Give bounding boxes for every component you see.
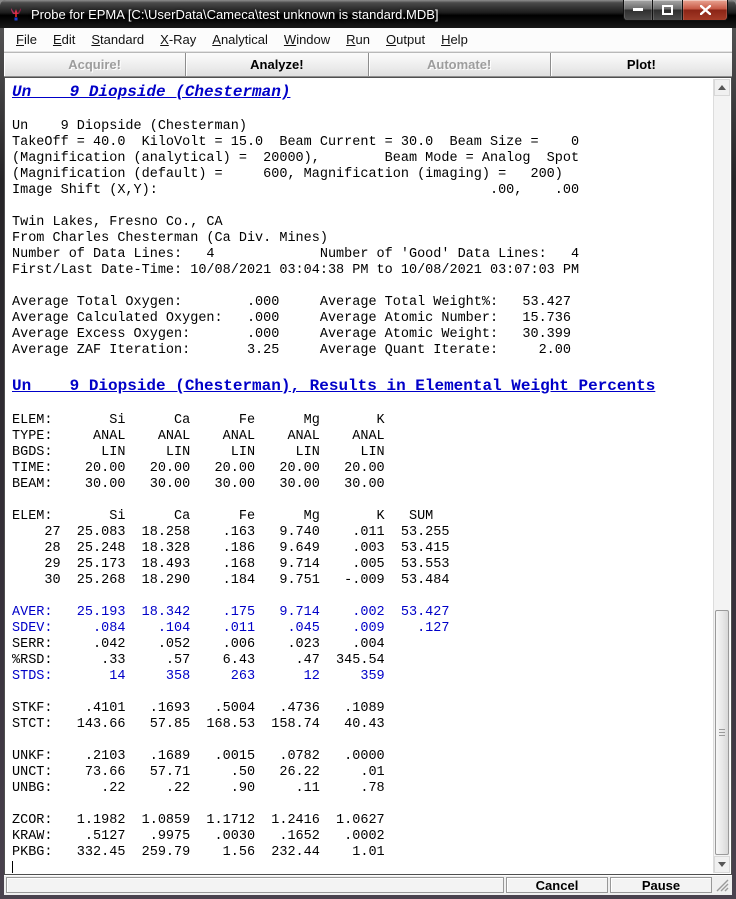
menu-item-edit[interactable]: Edit (52, 32, 76, 47)
scrollbar-grip-icon (719, 729, 725, 737)
log-line: First/Last Date-Time: 10/08/2021 03:04:38 PM to 10/08/2021 03:07:03 PM (12, 263, 580, 278)
log-line (12, 589, 713, 605)
log-line (12, 397, 713, 413)
log-line: (Magnification (analytical) = 20000), Beam Mode = Analog Spot (12, 151, 580, 166)
log-line: BEAM: 30.00 30.00 30.00 30.00 30.00 (12, 477, 385, 492)
log-line: 27 25.083 18.258 .163 9.740 .011 53.255 (12, 525, 450, 540)
text-caret (12, 861, 13, 873)
log-line: UNBG: .22 .22 .90 .11 .78 (12, 781, 385, 796)
scroll-up-button[interactable] (714, 79, 730, 96)
mode-toolbar (4, 52, 732, 77)
log-line: TIME: 20.00 20.00 20.00 20.00 20.00 (12, 461, 385, 476)
maximize-button[interactable] (653, 0, 682, 21)
menu-bar (4, 28, 732, 52)
log-line: 28 25.248 18.328 .186 9.649 .003 53.415 (12, 541, 450, 556)
log-line: STCT: 143.66 57.85 168.53 158.74 40.43 (12, 717, 385, 732)
log-line (12, 797, 713, 813)
minimize-button[interactable] (623, 0, 653, 21)
log-window[interactable] (4, 77, 732, 875)
log-line (12, 279, 713, 295)
window-title: Probe for EPMA [C:\UserData\Cameca\test unknown is standard.MDB] (31, 6, 439, 22)
log-line: SERR: .042 .052 .006 .023 .004 (12, 637, 385, 652)
log-line (12, 199, 713, 215)
menu-item-output[interactable]: Output (386, 32, 426, 47)
log-output[interactable] (6, 79, 713, 873)
log-line: Average Total Oxygen: .000 Average Total Weight%: 53.427 (12, 295, 571, 310)
log-line: ZCOR: 1.1982 1.0859 1.1712 1.2416 1.0627 (12, 813, 385, 828)
acquire-button: Acquire! (4, 53, 186, 76)
menu-item-help[interactable]: Help (441, 32, 468, 47)
log-line (12, 359, 713, 375)
log-heading: Un 9 Diopside (Chesterman), Results in Elemental Weight Percents (12, 377, 656, 395)
log-line (12, 493, 713, 509)
log-line: 30 25.268 18.290 .184 9.751 -.009 53.484 (12, 573, 450, 588)
log-heading: Un 9 Diopside (Chesterman) (12, 83, 291, 101)
scroll-down-icon (718, 862, 726, 867)
menu-item-run[interactable]: Run (346, 32, 371, 47)
log-line: TakeOff = 40.0 KiloVolt = 15.0 Beam Current = 30.0 Beam Size = 0 (12, 135, 580, 150)
window-controls (623, 0, 728, 21)
menu-item-x-ray[interactable]: X-Ray (160, 32, 197, 47)
log-line: SDEV: .084 .104 .011 .045 .009 .127 (12, 621, 450, 636)
log-line: Average ZAF Iteration: 3.25 Average Quant Iterate: 2.00 (12, 343, 571, 358)
log-line: Un 9 Diopside (Chesterman) (12, 119, 247, 134)
log-line (12, 733, 713, 749)
menu-item-standard[interactable]: Standard (91, 32, 145, 47)
log-line: AVER: 25.193 18.342 .175 9.714 .002 53.427 (12, 605, 450, 620)
window-body (4, 28, 732, 895)
log-line: KRAW: .5127 .9975 .0030 .1652 .0002 (12, 829, 385, 844)
scrollbar-thumb[interactable] (715, 610, 729, 855)
menu-item-file[interactable]: File (16, 32, 37, 47)
close-icon (700, 5, 711, 15)
vertical-scrollbar[interactable] (713, 79, 730, 873)
scroll-down-button[interactable] (714, 856, 730, 873)
log-line: PKBG: 332.45 259.79 1.56 232.44 1.01 (12, 845, 385, 860)
log-line: %RSD: .33 .57 6.43 .47 345.54 (12, 653, 385, 668)
resize-grip[interactable] (714, 877, 730, 893)
log-line (12, 685, 713, 701)
log-line: UNKF: .2103 .1689 .0015 .0782 .0000 (12, 749, 385, 764)
menu-item-window[interactable]: Window (283, 32, 331, 47)
title-bar[interactable] (0, 0, 736, 28)
cancel-button[interactable]: Cancel (506, 877, 608, 893)
status-message-panel (6, 877, 504, 893)
caret-line (12, 861, 713, 873)
app-icon (8, 6, 24, 22)
log-line: Average Calculated Oxygen: .000 Average Atomic Number: 15.736 (12, 311, 571, 326)
plot-button[interactable]: Plot! (551, 53, 732, 76)
log-line: From Charles Chesterman (Ca Div. Mines) (12, 231, 328, 246)
resize-grip-icon (716, 879, 729, 892)
analyze-button[interactable]: Analyze! (186, 53, 368, 76)
menu-item-analytical[interactable]: Analytical (212, 32, 268, 47)
log-line: Number of Data Lines: 4 Number of 'Good' Data Lines: 4 (12, 247, 580, 262)
log-line: UNCT: 73.66 57.71 .50 26.22 .01 (12, 765, 385, 780)
log-line: BGDS: LIN LIN LIN LIN LIN (12, 445, 385, 460)
log-line: TYPE: ANAL ANAL ANAL ANAL ANAL (12, 429, 385, 444)
close-button[interactable] (682, 0, 728, 21)
log-line: Image Shift (X,Y): .00, .00 (12, 183, 580, 198)
scroll-up-icon (718, 85, 726, 90)
log-line: Twin Lakes, Fresno Co., CA (12, 215, 223, 230)
log-line: STDS: 14 358 263 12 359 (12, 669, 385, 684)
log-line: STKF: .4101 .1693 .5004 .4736 .1089 (12, 701, 385, 716)
pause-button[interactable]: Pause (610, 877, 712, 893)
log-line: ELEM: Si Ca Fe Mg K (12, 413, 385, 428)
log-line: Average Excess Oxygen: .000 Average Atomic Weight: 30.399 (12, 327, 571, 342)
automate-button: Automate! (369, 53, 551, 76)
log-line: ELEM: Si Ca Fe Mg K SUM (12, 509, 434, 524)
log-line (12, 103, 713, 119)
status-bar (4, 875, 732, 895)
log-line: 29 25.173 18.493 .168 9.714 .005 53.553 (12, 557, 450, 572)
log-line: (Magnification (default) = 600, Magnification (imaging) = 200) (12, 167, 563, 182)
maximize-icon (662, 5, 673, 15)
minimize-icon (633, 8, 643, 12)
